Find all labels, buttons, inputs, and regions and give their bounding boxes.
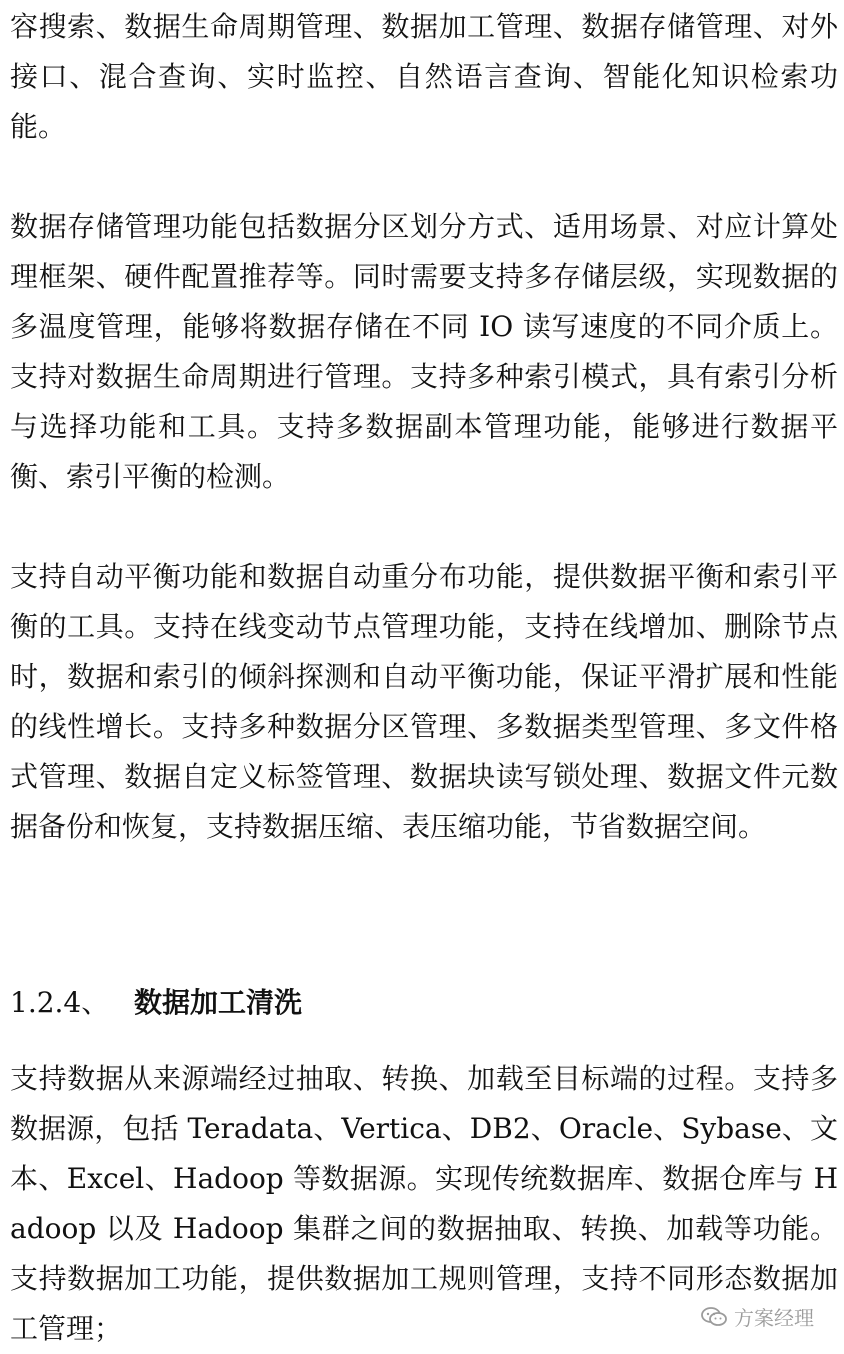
paragraph-4: 支持数据从来源端经过抽取、转换、加载至目标端的过程。支持多数据源，包括 Teradata、Vertica、DB2、Oracle、Sybase、文本、Excel、Hadoop 等数据源。实现传统数据库、数据仓库与 Hadoop 以及 Hadoop 集群之间的数据抽取、转换、加载等功能。支持数据加工功能，提供数据加工规则管理，支持不同形态数据加工管理；: [10, 1062, 838, 1345]
section-title: 数据加工清洗: [134, 986, 303, 1019]
watermark-text: 方案经理: [734, 1306, 814, 1330]
wechat-icon: [700, 1306, 728, 1328]
section-heading: [10, 978, 838, 1028]
section-number: 1.2.4、: [10, 986, 110, 1019]
watermark: [696, 1300, 818, 1333]
paragraph-3: 支持自动平衡功能和数据自动重分布功能，提供数据平衡和索引平衡的工具。支持在线变动节点管理功能，支持在线增加、删除节点时，数据和索引的倾斜探测和自动平衡功能，保证平滑扩展和性能的线性增长。支持多种数据分区管理、多数据类型管理、多文件格式管理、数据自定义标签管理、数据块读写锁处理、数据文件元数据备份和恢复，支持数据压缩、表压缩功能，节省数据空间。: [10, 560, 838, 843]
paragraph-1: 容搜索、数据生命周期管理、数据加工管理、数据存储管理、对外接口、混合查询、实时监控、自然语言查询、智能化知识检索功能。: [10, 10, 838, 143]
paragraph-2: 数据存储管理功能包括数据分区划分方式、适用场景、对应计算处理框架、硬件配置推荐等。同时需要支持多存储层级，实现数据的多温度管理，能够将数据存储在不同 IO 读写速度的不同介质上。支持对数据生命周期进行管理。支持多种索引模式，具有索引分析与选择功能和工具。支持多数据副本管理功能，能够进行数据平衡、索引平衡的检测。: [10, 210, 838, 493]
